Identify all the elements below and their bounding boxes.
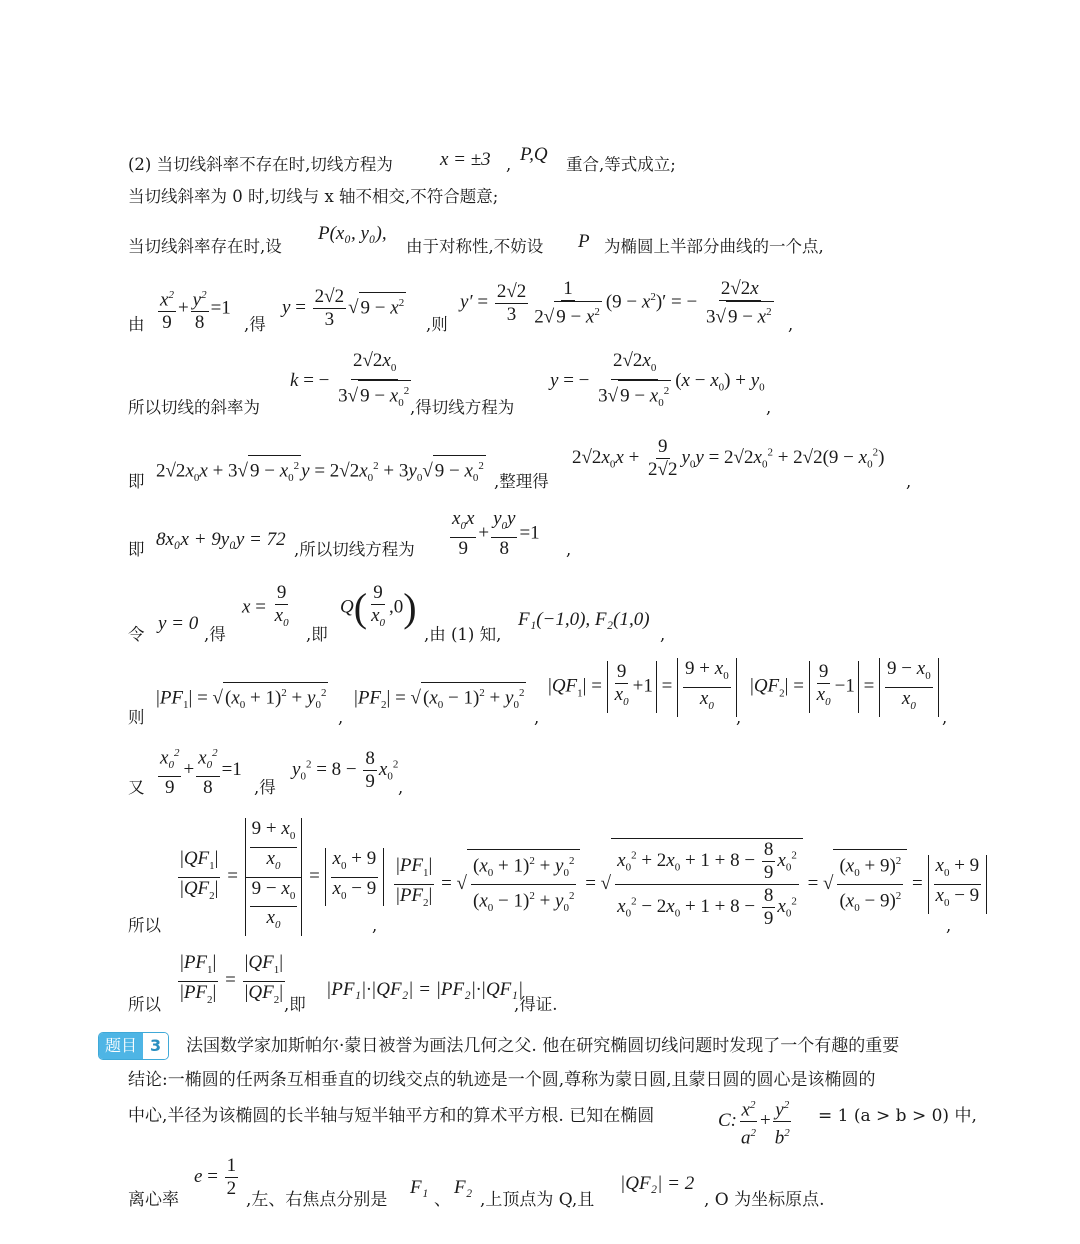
y-explicit-formula: y = $\frac{2√2}{3}$ √ $9 - x^2$: [282, 286, 405, 330]
point-on-ellipse-formula: $\frac{x_0^2}{9}$ + $\frac{x_0^2}{8}$ =1: [156, 742, 242, 799]
pf1-formula: $|PF_1|$ = √ $(x_0 + 1)^2 + y_0^2$: [156, 682, 328, 715]
ellipse-equation: $\frac{x^2}{9}$ + $\frac{y^2}{8}$ =1: [156, 284, 231, 334]
qf2-formula: $|QF_2|$ = $\frac{9}{x_0}$ −1 = $\frac{9 - x_0}{x_0}$: [750, 658, 939, 717]
line9-text-a: 则: [128, 708, 145, 727]
line1-text-a: (2) 当切线斜率不存在时,切线方程为: [128, 155, 393, 174]
line9-text-c: ,: [534, 708, 540, 727]
problem-line4-text-d: ,上顶点为 Q,且: [480, 1190, 595, 1210]
line2-text: 当切线斜率为 0 时,切线与 x 轴不相交,不符合题意;: [128, 187, 499, 206]
line11-text-c: ,: [946, 916, 952, 935]
line9-text-b: ,: [338, 708, 344, 727]
slope-formula: k = − $\frac{2√2x_0}{3√ 9 - x_0^2}$: [290, 350, 415, 413]
y0-squared-formula: $y_0^2 = 8$ − $\frac{8}{9}$ $x_0^2$: [292, 748, 399, 792]
tangent-line-formula: y = − $\frac{2√2x_0}{3√ 9 - x_0^2}$ $(x - x_0) + y_0$: [550, 350, 765, 413]
pf-ratio-formula: $\frac{|PF_1|}{|PF_2|}$ = √ $\frac{(x_0 + 1)^2 + y_0^2}{(x_0 - 1)^2 + y_0^2}$ = √ $x_0^2 + 2x_0 + 1 + 8$ − $\frac{8}{9}$ $x_0^2$ $x_0^2 - 2x_0 + 1 + 8$ − $\frac{8}{9}$ $x_0^2$ = √ $\frac{(x_0 + 9)^2}{(x_0 - 9)^2}$ = $\frac{x_0 + 9}{x_0 - 9}$: [392, 838, 987, 930]
line7-formula: 8x₀x + 9y₀y = 72: [156, 529, 286, 550]
line10-text-b: ,得: [254, 778, 276, 797]
line8-formula-a: y = 0: [158, 613, 199, 634]
qf1-formula: $|QF_1|$ = $\frac{9}{x_0}$ +1 = $\frac{9 + x_0}{x_0}$: [548, 658, 737, 717]
line4-text-d: ,: [788, 315, 794, 334]
line5-text-a: 所以切线的斜率为: [128, 398, 260, 417]
line9-text-d: ,: [736, 708, 742, 727]
line11-text-b: ,: [372, 916, 378, 935]
line7-text-a: 即: [128, 540, 145, 559]
eccentricity-formula: e = $\frac{1}{2}$: [194, 1155, 237, 1199]
problem-badge-number: 3: [143, 1033, 168, 1059]
line1-comma: ,: [506, 155, 512, 174]
problem-line4-formula-f2: F₂: [454, 1177, 473, 1198]
line6-text-c: ,: [906, 472, 912, 491]
line4-text-c: ,则: [426, 315, 448, 334]
qf-ratio-formula: $\frac{|QF_1|}{|QF_2|}$ = $\frac{\frac{9 + x_0}{x_0}}{\frac{9 - x_0}{x_0}}$ = $\frac{x_0 + 9}{x_0 - 9}$: [176, 818, 384, 936]
problem-badge-label: 题目: [99, 1033, 143, 1059]
line8-formula-b: F₁(−1,0), F₂(1,0): [518, 609, 650, 630]
line4-text-a: 由: [128, 315, 145, 334]
line1-formula-b: P,Q: [520, 144, 548, 165]
line11-text-a: 所以: [128, 916, 161, 935]
line8-text-e: ,: [660, 625, 666, 644]
problem-line1: 法国数学家加斯帕尔·蒙日被誉为画法几何之父. 他在研究椭圆切线问题时发现了一个有趣的重要: [186, 1036, 900, 1056]
problem-line4-text-e: , O 为坐标原点.: [704, 1190, 825, 1210]
line3-text-b: 由于对称性,不妨设: [406, 237, 544, 256]
problem-line4-text-c: 、: [434, 1190, 451, 1210]
problem-badge: [98, 1032, 169, 1060]
line3-text-a: 当切线斜率存在时,设: [128, 237, 282, 256]
line8-text-d: ,由 (1) 知,: [424, 625, 502, 644]
line3-text-c: 为椭圆上半部分曲线的一个点,: [604, 237, 824, 256]
problem-line4-text-a: 离心率: [128, 1190, 179, 1210]
line5-text-b: ,得切线方程为: [410, 398, 515, 417]
problem-ellipse-equation: C: $\frac{x^2}{a^2}$ + $\frac{y^2}{b^2}$: [718, 1094, 794, 1150]
line8-text-c: ,即: [306, 625, 328, 644]
tangent-final-formula: $\frac{x_0x}{9}$ + $\frac{y_0y}{8}$ =1: [452, 508, 540, 559]
line8-text-b: ,得: [204, 625, 226, 644]
line6-text-b: ,整理得: [494, 472, 549, 491]
line6-text-a: 即: [128, 472, 145, 491]
line12-text-c: ,得证.: [514, 995, 558, 1014]
problem-line3-text-b: = 1 (a > b > 0) 中,: [818, 1106, 977, 1126]
point-q-formula: Q( $\frac{9}{x_0}$ ,0): [340, 582, 417, 630]
line1-formula-a: x = ±3: [440, 149, 491, 170]
line7-text-b: ,所以切线方程为: [294, 540, 415, 559]
line12-formula: |PF₁|·|QF₂| = |PF₂|·|QF₁|: [326, 979, 524, 1000]
line9-text-e: ,: [942, 708, 948, 727]
pf2-formula: $|PF_2|$ = √ $(x_0 - 1)^2 + y_0^2$: [354, 682, 526, 715]
line4-text-b: ,得: [244, 315, 266, 334]
line8-text-a: 令: [128, 625, 145, 644]
line12-text-a: 所以: [128, 995, 161, 1014]
problem-line3-ellipse-name: C:: [718, 1110, 737, 1132]
line3-formula-a: P(x₀, y₀),: [318, 223, 387, 244]
problem-line3-text-a: 中心,半径为该椭圆的长半轴与短半轴平方和的算术平方根. 已知在椭圆: [128, 1106, 655, 1126]
problem-line4-formula-f1: F₁: [410, 1177, 429, 1198]
simplified-equation: $2√2x_0x$ + $\frac{9}{2√2}$ $y_0y = 2√2x_0^2 + 2√2(9 - x_0^2)$: [572, 436, 885, 480]
line7-text-c: ,: [566, 540, 572, 559]
ratio-equality-formula: $\frac{|PF_1|}{|PF_2|}$ = $\frac{|QF_1|}{|QF_2|}$: [180, 952, 284, 1006]
problem-line4-formula-qf2: |QF₂| = 2: [620, 1173, 695, 1194]
line3-formula-b: P: [578, 231, 590, 252]
line10-text-c: ,: [398, 778, 404, 797]
x-intercept-formula: x = $\frac{9}{x_0}$: [242, 582, 289, 629]
line10-text-a: 又: [128, 778, 145, 797]
problem-line4-text-b: ,左、右焦点分别是: [246, 1190, 388, 1210]
line1-text-c: 重合,等式成立;: [566, 155, 676, 174]
derivative-formula: y′ = $\frac{2√2}{3}$ $\frac{1}{2√ 9 - x^2}$ $(9 - x^2)'$ = − $\frac{2√2x}{3√ 9 - x^2}$: [460, 278, 772, 328]
expanded-equation: $2√2x_0x + 3√$ $9 - x_0^2$ $y = 2√2x_0^2 + 3y_0√$ $9 - x_0^2$: [156, 455, 486, 488]
line5-text-c: ,: [766, 398, 772, 417]
problem-line2: 结论:一椭圆的任两条互相垂直的切线交点的轨迹是一个圆,尊称为蒙日圆,且蒙日圆的圆心是该椭圆的: [128, 1070, 876, 1090]
line12-text-b: ,即: [284, 995, 306, 1014]
